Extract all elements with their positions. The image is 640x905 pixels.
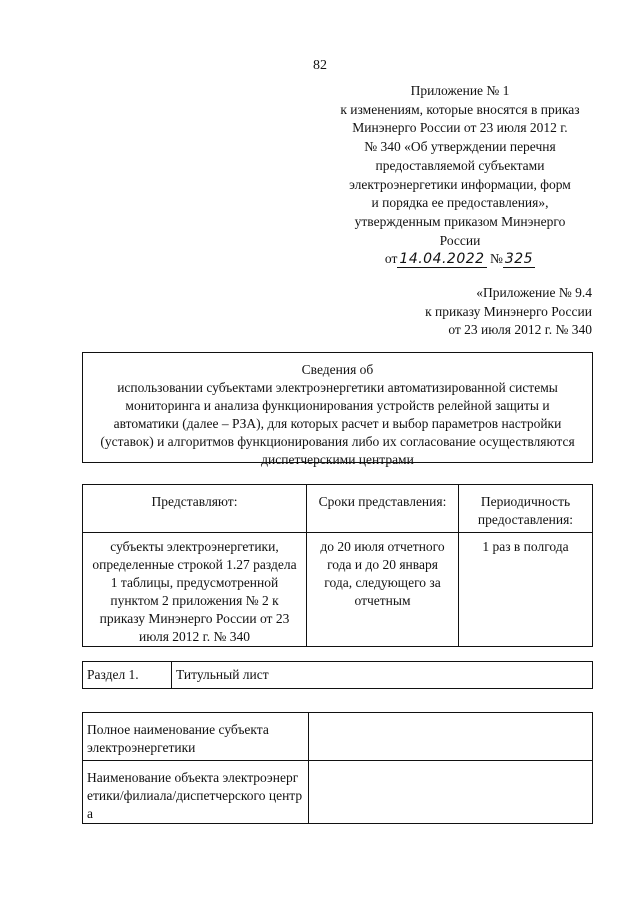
info-line: использовании субъектами электроэнергетики автоматизированной системы: [117, 380, 558, 395]
field-label: Наименование объекта электроэнергетики/филиала/диспетчерского центра: [83, 761, 309, 824]
section-title: Титульный лист: [172, 662, 593, 689]
field-value: [309, 761, 593, 824]
table-row: [83, 761, 593, 824]
appendix-line: и порядка ее предоставления»,: [371, 195, 549, 211]
section-table: [82, 661, 593, 689]
appendix-line: к изменениям, которые вносятся в приказ: [340, 101, 580, 117]
table-row: [83, 533, 593, 647]
cell-submitters: субъекты электроэнергетики, определенные строкой 1.27 раздела 1 таблицы, предусмотренной пунктом 2 приложения № 2 к приказу Минэнерго России от 23 июля 2012 г. № 340: [83, 533, 307, 647]
appendix-line: Приложение № 1: [410, 83, 510, 98]
cell-deadlines: до 20 июля отчетного года и до 20 января года, следующего за отчетным: [307, 533, 459, 647]
cell-periodicity: 1 раз в полгода: [459, 533, 593, 647]
info-title: Сведения об: [301, 362, 374, 377]
appendix-line: Минэнерго России от 23 июля 2012 г.: [352, 120, 568, 136]
header-periodicity: Периодичность предоставления:: [459, 485, 593, 533]
appendix-line: предоставляемой субъектами: [375, 157, 545, 173]
info-line: автоматики (далее – РЗА), для которых расчет и выбор параметров настройки: [113, 416, 562, 431]
handwritten-number: 325: [504, 251, 534, 268]
page-number: 82: [313, 58, 327, 73]
handwritten-date: 14.04.2022: [399, 251, 485, 268]
header-submitters: Представляют:: [83, 485, 307, 533]
field-label: Полное наименование субъекта электроэнергетики: [83, 713, 309, 761]
number-label: №: [489, 251, 503, 267]
info-line: (уставок) и алгоритмов функционирования либо их согласование осуществляются: [100, 434, 575, 449]
submission-table: [82, 484, 593, 647]
appendix-line: России: [439, 232, 481, 248]
appendix-line: от 23 июля 2012 г. № 340: [448, 322, 592, 337]
info-line: мониторинга и анализа функционирования устройств релейной защиты и: [125, 398, 550, 413]
table-row: [83, 713, 593, 761]
field-value: [309, 713, 593, 761]
info-line: диспетчерскими центрами: [261, 452, 414, 467]
appendix-line: «Приложение № 9.4: [476, 285, 592, 300]
title-page-table: [82, 712, 593, 824]
section-label: Раздел 1.: [83, 662, 172, 689]
table-header-row: [83, 485, 593, 533]
appendix-line: к приказу Минэнерго России: [425, 303, 592, 319]
appendix-9-4-header: [425, 284, 592, 340]
header-deadlines: Сроки представления:: [307, 485, 459, 533]
table-row: [83, 662, 593, 689]
order-date-line: [300, 250, 620, 269]
appendix-line: № 340 «Об утверждении перечня: [364, 139, 556, 155]
appendix-line: утвержденным приказом Минэнерго: [354, 213, 566, 229]
from-label: от: [384, 251, 398, 267]
appendix-line: электроэнергетики информации, форм: [349, 176, 571, 192]
appendix-1-header: [300, 82, 620, 269]
info-box: [82, 352, 593, 467]
